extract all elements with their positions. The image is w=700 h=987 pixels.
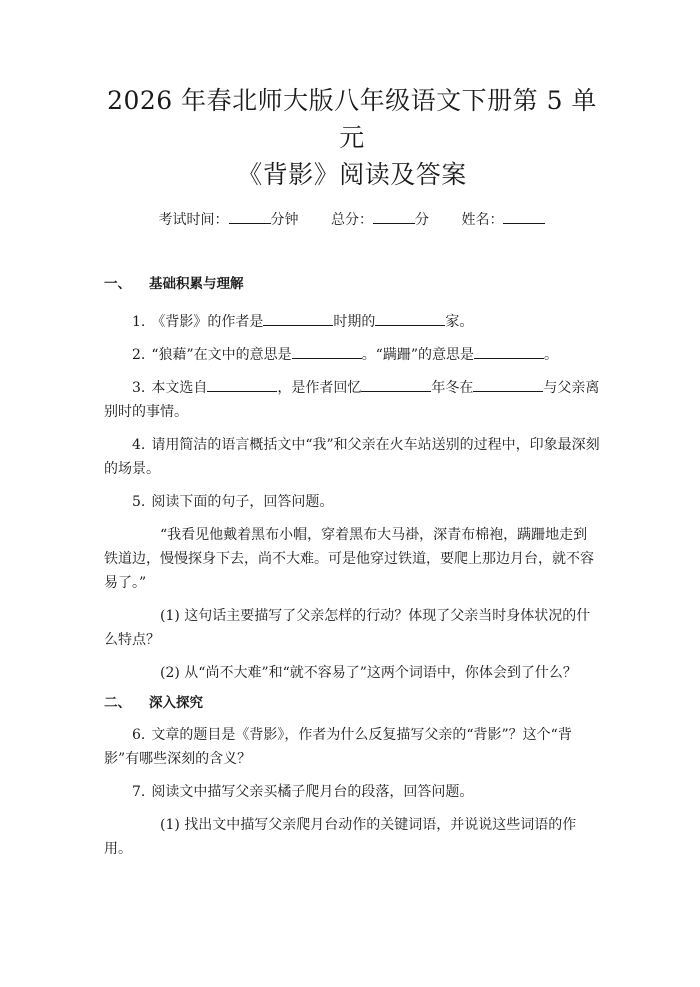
question-7: 7. 阅读文中描写父亲买橘子爬月台的段落，回答问题。 [132, 784, 474, 800]
question-2: 2. “狼藉”在文中的意思是 。“蹒跚”的意思是 。 [104, 343, 600, 367]
q3-blank-place[interactable] [473, 377, 543, 392]
exam-page [0, 82, 700, 987]
total-score: 总分： 分 [331, 212, 429, 228]
question-7-1: (1) 找出文中描写父亲爬月台动作的关键词语，并说说这些词语的作用。 [104, 817, 577, 857]
question-5-2: (2) 从“尚不大难”和“就不容易了”这两个词语中，你体会到了什么？ [160, 665, 577, 681]
q3-blank-source[interactable] [207, 377, 277, 392]
section-heading-1: 一、 基础积累与理解 [104, 276, 244, 292]
time-blank[interactable] [229, 209, 271, 224]
q2-blank-1[interactable] [292, 344, 362, 359]
student-name: 姓名： [461, 212, 545, 228]
name-blank[interactable] [503, 209, 545, 224]
question-6: 6. 文章的题目是《背影》，作者为什么反复描写父亲的“背影”？这个“背影”有哪些深刻的含义？ [104, 727, 572, 767]
q3-blank-year[interactable] [361, 377, 431, 392]
question-3: 3. 本文选自 ，是作者回忆 年冬在 与父亲离别时的事情。 [104, 376, 600, 424]
q1-blank-author[interactable] [263, 311, 333, 326]
q2-blank-2[interactable] [474, 344, 544, 359]
question-5-1: (1) 这句话主要描写了父亲怎样的行动？体现了父亲当时身体状况的什么特点？ [104, 608, 591, 648]
title-line-1: 2026 年春北师大版八年级语文下册第 5 单元 [107, 86, 597, 152]
question-1: 1. 《背影》的作者是 时期的 家。 [104, 310, 600, 334]
section-heading-2: 二、 深入探究 [104, 695, 203, 711]
title-line-2: 《背影》阅读及答案 [237, 160, 467, 189]
exam-time: 考试时间： 分钟 [159, 212, 299, 228]
q1-blank-identity[interactable] [375, 311, 445, 326]
score-blank[interactable] [373, 209, 415, 224]
quoted-passage: “我看见他戴着黑布小帽，穿着黑布大马褂，深青布棉袍，蹒跚地走到铁道边，慢慢探身下去，尚不大难。可是他穿过铁道，要爬上那边月台，就不容易了。” [104, 527, 594, 591]
question-5: 5. 阅读下面的句子，回答问题。 [132, 494, 334, 510]
document-title [104, 82, 600, 193]
question-4: 4. 请用简洁的语言概括文中“我”和父亲在火车站送别的过程中，印象最深刻的场景。 [104, 437, 600, 477]
exam-meta [104, 209, 600, 230]
